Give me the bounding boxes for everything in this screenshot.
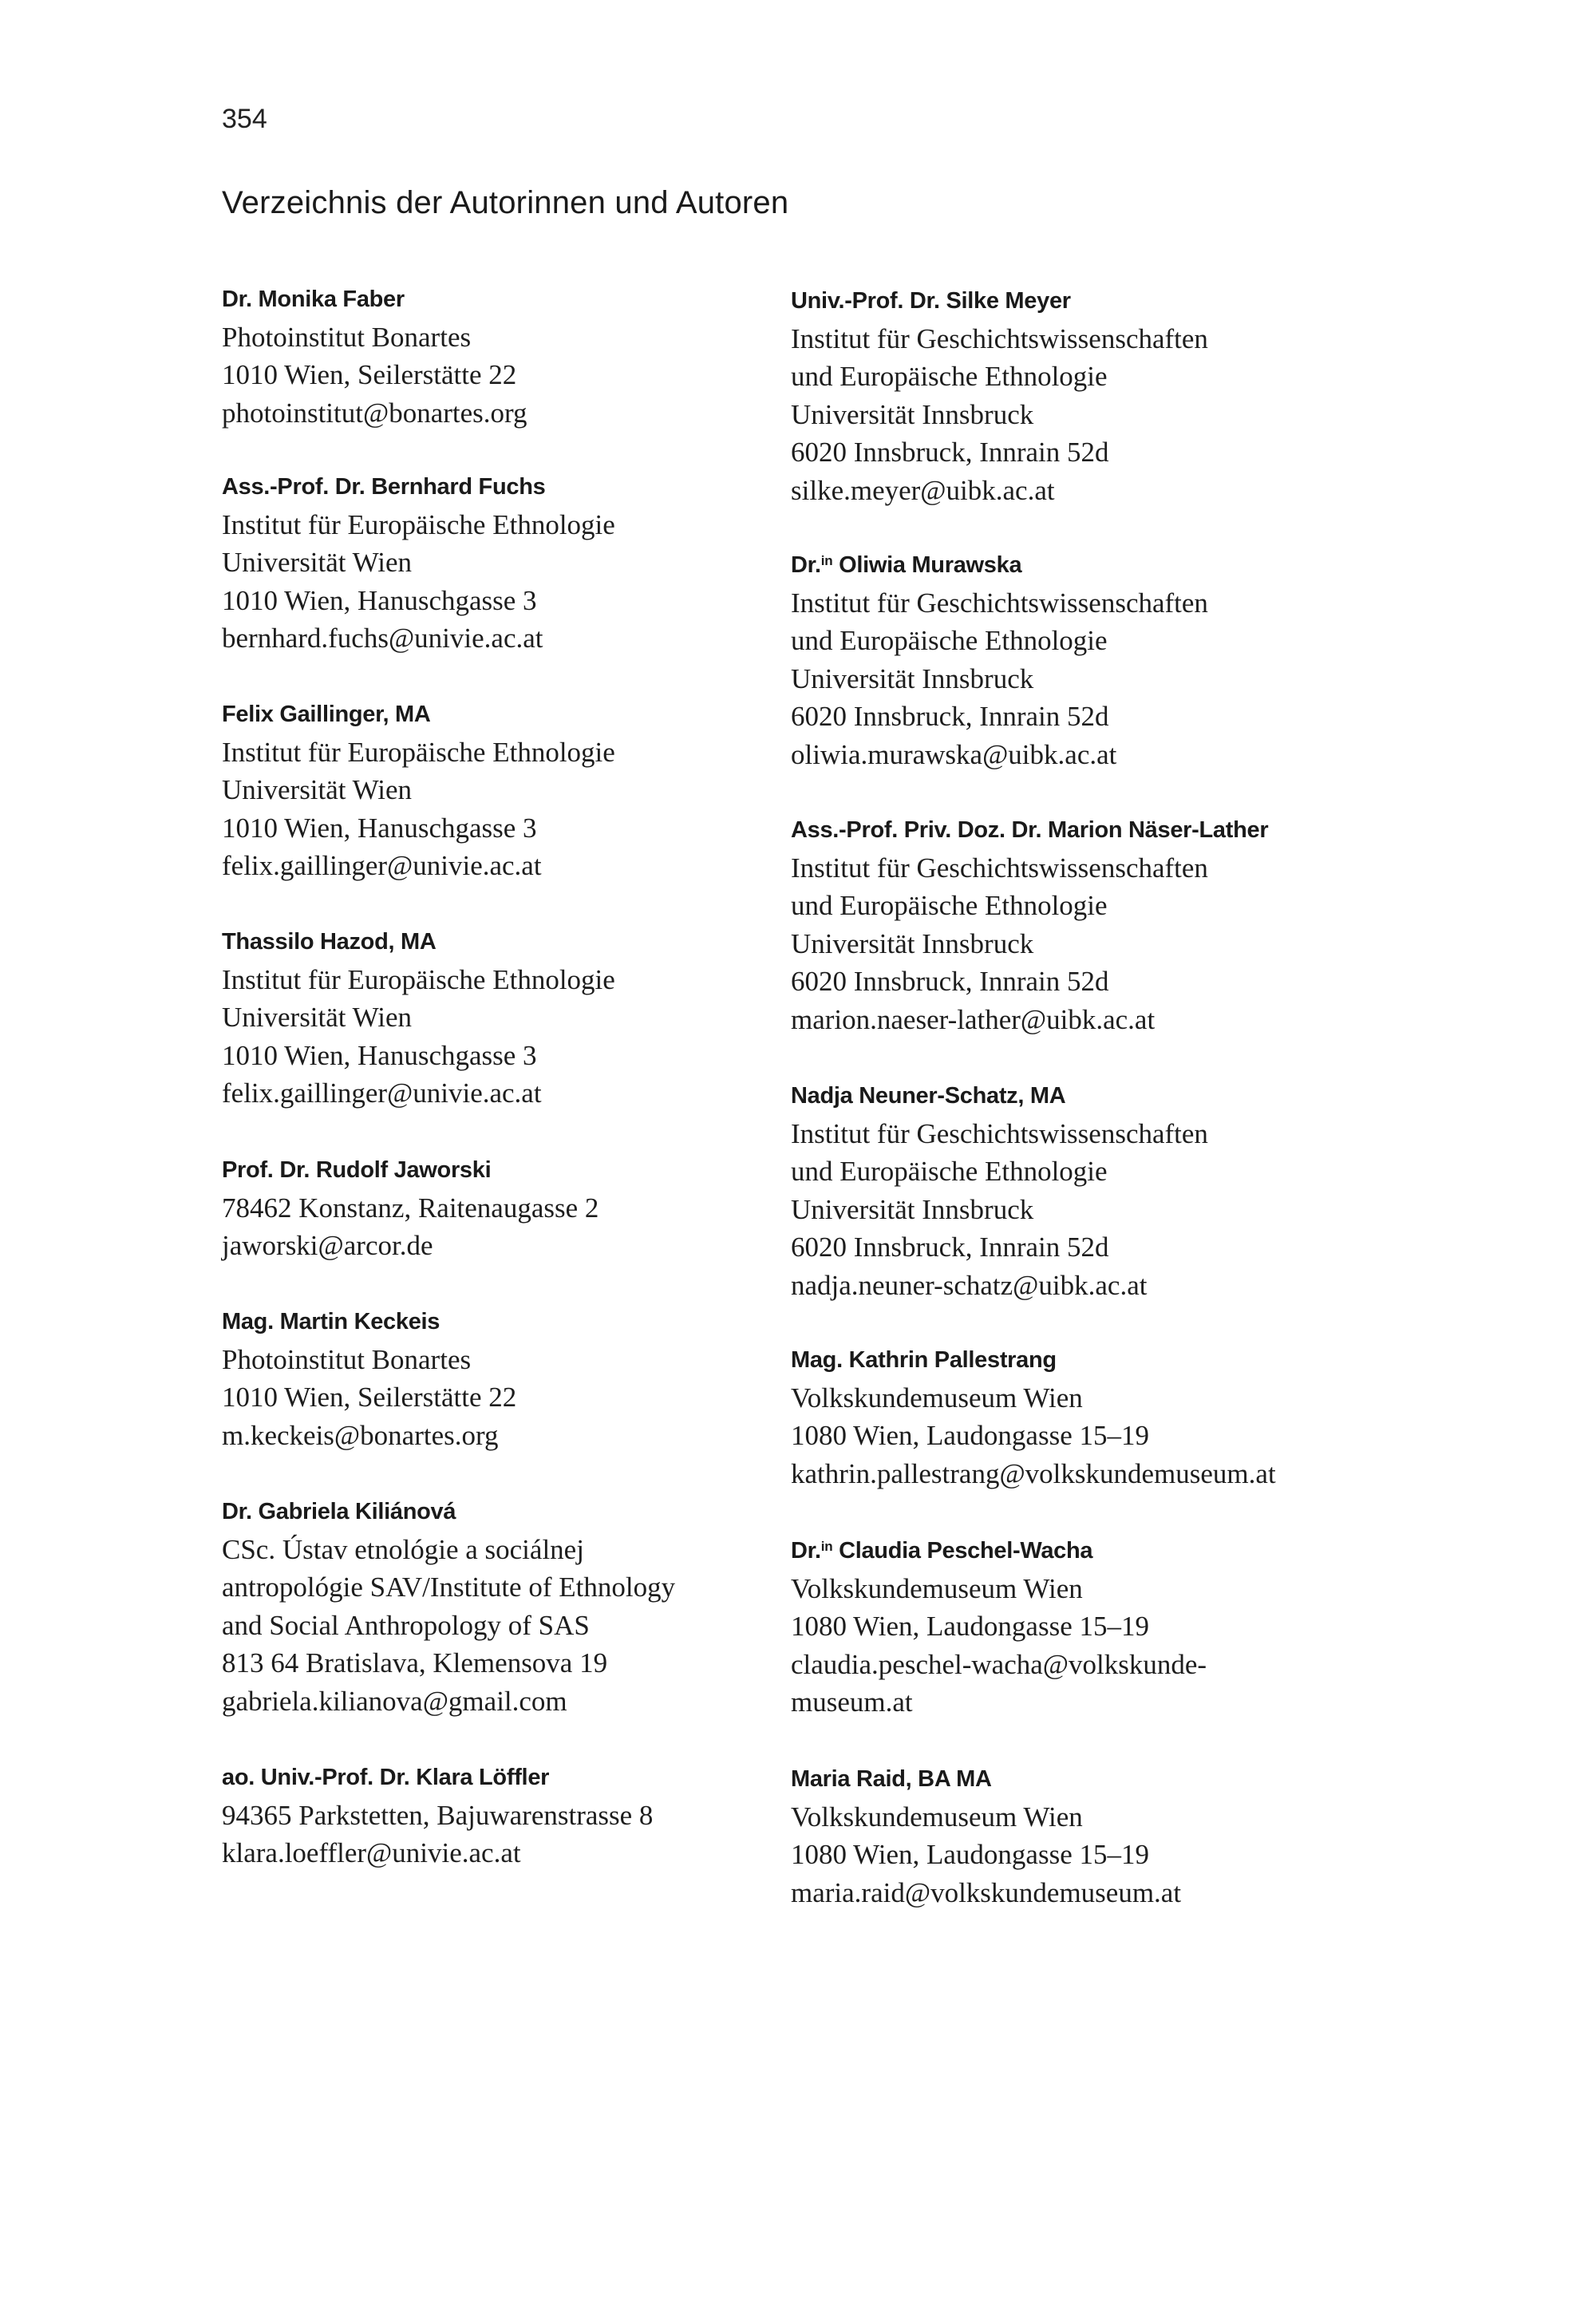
- author-name-text: Dr. Monika Faber: [222, 287, 405, 312]
- author-address-line: Universität Innsbruck: [791, 662, 1034, 694]
- author-address-line: Volkskundemuseum Wien: [791, 1382, 1083, 1413]
- author-address-line: 78462 Konstanz, Raitenaugasse 2: [222, 1192, 599, 1224]
- author-name-text: Nadja Neuner-Schatz, MA: [791, 1083, 1066, 1109]
- author-name: [791, 1761, 1181, 1798]
- author-address-line: Institut für Geschichtswissenschaften: [791, 852, 1208, 884]
- author-name: [222, 696, 615, 733]
- page-number: 354: [222, 104, 267, 134]
- author-name-text: Thassilo Hazod, MA: [222, 929, 437, 955]
- author-email: felix.gaillinger@univie.ac.at: [222, 850, 542, 882]
- author-address-line: Institut für Geschichtswissenschaften: [791, 323, 1208, 354]
- author-address-line: 1080 Wien, Laudongasse 15–19: [791, 1611, 1149, 1643]
- author-address-line: and Social Anthropology of SAS: [222, 1609, 590, 1641]
- author-entry: [791, 1761, 1181, 1912]
- author-title-superscript: in: [820, 553, 833, 568]
- author-address-line: 6020 Innsbruck, Innrain 52d: [791, 1232, 1109, 1263]
- author-entry: [222, 1152, 598, 1265]
- author-address-line: 1010 Wien, Hanuschgasse 3: [222, 1039, 537, 1071]
- author-title-prefix: Dr.: [791, 552, 821, 578]
- author-address-line: 1080 Wien, Laudongasse 15–19: [791, 1420, 1149, 1452]
- author-email: oliwia.murawska@uibk.ac.at: [791, 738, 1117, 770]
- author-address-line: 1010 Wien, Seilerstätte 22: [222, 359, 517, 391]
- author-email: nadja.neuner-schatz@uibk.ac.at: [791, 1269, 1148, 1301]
- author-entry: [791, 1077, 1208, 1304]
- author-name: [222, 1303, 516, 1341]
- author-name: [222, 923, 615, 961]
- author-entry: [222, 1493, 675, 1720]
- author-entry: [222, 469, 615, 658]
- author-address-line: 813 64 Bratislava, Klemensova 19: [222, 1647, 608, 1679]
- author-name-text: Oliwia Murawska: [839, 552, 1022, 578]
- author-entry: [791, 1532, 1207, 1722]
- author-address-line: 1080 Wien, Laudongasse 15–19: [791, 1839, 1149, 1871]
- author-entry: [791, 283, 1208, 509]
- author-address-line: Institut für Europäische Ethnologie: [222, 737, 615, 768]
- author-address-line: Universität Innsbruck: [791, 927, 1034, 959]
- author-name-text: Ass.-Prof. Priv. Doz. Dr. Marion Näser-Lather: [791, 817, 1269, 843]
- author-name: [222, 469, 615, 506]
- author-address-line: Institut für Geschichtswissenschaften: [791, 1118, 1208, 1149]
- author-address-line: Institut für Europäische Ethnologie: [222, 964, 615, 995]
- author-name: [222, 1493, 675, 1531]
- author-name-text: Mag. Kathrin Pallestrang: [791, 1347, 1057, 1373]
- author-name-text: Mag. Martin Keckeis: [222, 1309, 440, 1334]
- author-email: jaworski@arcor.de: [222, 1230, 433, 1262]
- author-name-text: Ass.-Prof. Dr. Bernhard Fuchs: [222, 474, 546, 500]
- author-email: felix.gaillinger@univie.ac.at: [222, 1077, 542, 1109]
- author-address-line: Universität Wien: [222, 547, 413, 579]
- author-email: bernhard.fuchs@univie.ac.at: [222, 623, 543, 654]
- author-entry: [222, 696, 615, 885]
- author-email: m.keckeis@bonartes.org: [222, 1419, 499, 1451]
- author-name-text: Univ.-Prof. Dr. Silke Meyer: [791, 288, 1071, 314]
- author-email: photoinstitut@bonartes.org: [222, 397, 527, 429]
- author-name: [222, 1152, 598, 1189]
- author-title-prefix: Dr.: [791, 1538, 821, 1564]
- author-address-line: 1010 Wien, Seilerstätte 22: [222, 1382, 517, 1413]
- author-name: [791, 1532, 1207, 1570]
- author-address-line: Universität Innsbruck: [791, 398, 1034, 430]
- author-address-line: 1010 Wien, Hanuschgasse 3: [222, 812, 537, 844]
- author-address-line: 1010 Wien, Hanuschgasse 3: [222, 584, 537, 616]
- author-name: [791, 547, 1208, 584]
- author-address-line: Institut für Europäische Ethnologie: [222, 509, 615, 540]
- author-name: [222, 281, 527, 318]
- author-name: [791, 283, 1208, 320]
- author-entry: [791, 812, 1268, 1038]
- author-name: [791, 1077, 1208, 1115]
- author-address-line: Universität Innsbruck: [791, 1193, 1034, 1225]
- author-address-line: Institut für Geschichtswissenschaften: [791, 587, 1208, 619]
- author-entry: [222, 281, 527, 432]
- author-name-text: Prof. Dr. Rudolf Jaworski: [222, 1157, 492, 1183]
- author-address-line: Photoinstitut Bonartes: [222, 1344, 472, 1375]
- author-name-text: Maria Raid, BA MA: [791, 1766, 992, 1792]
- author-address-line: und Europäische Ethnologie: [791, 361, 1108, 393]
- author-name-text: Claudia Peschel-Wacha: [839, 1538, 1093, 1564]
- author-entry: [222, 923, 615, 1113]
- author-address-line: Photoinstitut Bonartes: [222, 322, 472, 353]
- author-address-line: und Europäische Ethnologie: [791, 625, 1108, 657]
- author-address-line: Universität Wien: [222, 1002, 413, 1034]
- author-address-line: Volkskundemuseum Wien: [791, 1801, 1083, 1833]
- author-email: klara.loeffler@univie.ac.at: [222, 1837, 521, 1869]
- author-email: claudia.peschel-wacha@volkskunde-: [791, 1648, 1207, 1680]
- author-name-text: Dr. Gabriela Kiliánová: [222, 1499, 456, 1524]
- author-email: silke.meyer@uibk.ac.at: [791, 474, 1055, 506]
- author-address-line: 6020 Innsbruck, Innrain 52d: [791, 437, 1109, 469]
- author-name: [791, 1342, 1276, 1379]
- page-title: Verzeichnis der Autorinnen und Autoren: [222, 185, 789, 220]
- author-entry: [791, 547, 1208, 773]
- author-address-line: 6020 Innsbruck, Innrain 52d: [791, 966, 1109, 998]
- author-name: [222, 1759, 653, 1797]
- author-name-text: ao. Univ.-Prof. Dr. Klara Löffler: [222, 1765, 550, 1790]
- author-address-line: Universität Wien: [222, 774, 413, 806]
- author-address-line: Volkskundemuseum Wien: [791, 1573, 1083, 1604]
- author-entry: [222, 1303, 516, 1454]
- author-name-text: Felix Gaillinger, MA: [222, 702, 431, 727]
- author-name: [791, 812, 1268, 849]
- author-address-line: 94365 Parkstetten, Bajuwarenstrasse 8: [222, 1800, 654, 1831]
- author-email: kathrin.pallestrang@volkskundemuseum.at: [791, 1457, 1276, 1489]
- author-email: maria.raid@volkskundemuseum.at: [791, 1876, 1182, 1908]
- author-address-line: antropológie SAV/Institute of Ethnology: [222, 1572, 676, 1603]
- author-address-line: 6020 Innsbruck, Innrain 52d: [791, 701, 1109, 733]
- author-email: marion.naeser-lather@uibk.ac.at: [791, 1003, 1156, 1035]
- author-address-line: und Europäische Ethnologie: [791, 890, 1108, 922]
- author-entry: [222, 1759, 653, 1872]
- author-address-line: und Europäische Ethnologie: [791, 1156, 1108, 1188]
- author-email: gabriela.kilianova@gmail.com: [222, 1685, 567, 1717]
- author-entry: [791, 1342, 1276, 1493]
- author-title-superscript: in: [820, 1539, 833, 1554]
- author-address-line: CSc. Ústav etnológie a sociálnej: [222, 1534, 584, 1565]
- author-email: museum.at: [791, 1686, 913, 1718]
